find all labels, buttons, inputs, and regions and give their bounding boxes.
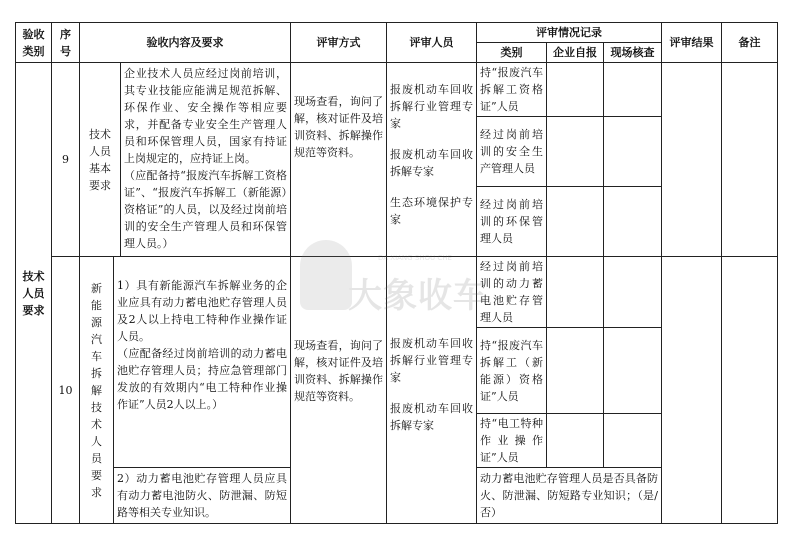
remark-10 <box>722 257 778 524</box>
header-remark: 备注 <box>722 23 778 63</box>
item-name-10: 新能源汽车拆解技术人员要求 <box>80 257 114 524</box>
type-10-3: 持“电工特种作业操作证”人员 <box>477 414 547 468</box>
reviewer-10-2: 报废机动车回收拆解专家 <box>390 402 473 432</box>
result-9 <box>662 63 722 257</box>
site-9-3 <box>604 187 662 257</box>
seq-9: 9 <box>52 63 80 257</box>
self-9-1 <box>547 63 604 117</box>
seq-10: 10 <box>52 257 80 524</box>
self-10-2 <box>547 328 604 414</box>
reviewer-10-1: 报废机动车回收拆解行业管理专家 <box>390 337 473 384</box>
type-10-4: 动力蓄电池贮存管理人员是否具备防火、防泄漏、防短路专业知识；（是/否） <box>477 468 662 524</box>
self-9-2 <box>547 117 604 187</box>
site-9-2 <box>604 117 662 187</box>
header-row-1 <box>16 23 778 43</box>
header-category: 验收类别 <box>16 23 52 63</box>
category-cell: 技术人员要求 <box>16 63 52 524</box>
site-10-2 <box>604 328 662 414</box>
self-10-1 <box>547 257 604 328</box>
method-9: 现场查看，询问了解，核对证件及培训资料、拆解操作规范等资料。 <box>291 63 387 257</box>
type-9-3: 经过岗前培训的环保管理人员 <box>477 187 547 257</box>
site-10-3 <box>604 414 662 468</box>
reviewer-9-3: 生态环境保护专家 <box>390 196 473 226</box>
header-site: 现场核查 <box>604 43 662 63</box>
watermark-text: 大象收车 <box>348 276 488 316</box>
type-9-1: 持“报废汽车拆解工资格证”人员 <box>477 63 547 117</box>
result-10 <box>662 257 722 524</box>
type-9-2: 经过岗前培训的安全生产管理人员 <box>477 117 547 187</box>
remark-9 <box>722 63 778 257</box>
type-10-1: 经过岗前培训的动力蓄电池贮存管理人员 <box>477 257 547 328</box>
header-method: 评审方式 <box>291 23 387 63</box>
content-10-para-1: 1）具有新能源汽车拆解业务的企业应具有动力蓄电池贮存管理人员及2人以上持电工特种作业操作证人员。 <box>117 279 287 343</box>
type-10-2: 持“报废汽车拆解工（新能源）资格证”人员 <box>477 328 547 414</box>
content-9-para-1: 企业技术人员应经过岗前培训，其专业技能应能满足规范拆解、环保作业、安全操作等相应要求，并配备专业安全生产管理人员和环保管理人员，国家有持证上岗规定的，应持证上岗。 <box>124 67 287 165</box>
header-self: 企业自报 <box>547 43 604 63</box>
header-reviewer: 评审人员 <box>387 23 477 63</box>
table-row <box>16 257 778 328</box>
method-10: 现场查看，询问了解，核对证件及培训资料、拆解操作规范等资料。 <box>291 257 387 524</box>
header-seq: 序号 <box>52 23 80 63</box>
self-9-3 <box>547 187 604 257</box>
table-row <box>16 63 778 117</box>
self-10-3 <box>547 414 604 468</box>
item-name-9: 技术人员基本要求 <box>80 63 121 256</box>
header-record: 评审情况记录 <box>477 23 662 43</box>
site-10-1 <box>604 257 662 328</box>
content-10-para-2: （应配备经过岗前培训的动力蓄电池贮存管理人员；持应急管理部门发放的有效期内“电工特种作业操作证”人员2人以上。） <box>117 347 287 411</box>
content-9-para-2: （应配备持“报废汽车拆解工资格证”、“报废汽车拆解工（新能源）资格证”的人员，以及经过岗前培训的安全生产管理人员和环保管理人员。） <box>124 169 287 250</box>
header-type: 类别 <box>477 43 547 63</box>
header-content: 验收内容及要求 <box>80 23 291 63</box>
reviewer-9-1: 报废机动车回收拆解行业管理专家 <box>390 83 473 130</box>
reviewer-9-2: 报废机动车回收拆解专家 <box>390 148 473 178</box>
content-10-b: 2）动力蓄电池贮存管理人员应具有动力蓄电池防火、防泄漏、防短路等相关专业知识。 <box>114 468 291 524</box>
header-result: 评审结果 <box>662 23 722 63</box>
site-9-1 <box>604 63 662 117</box>
acceptance-table <box>15 22 778 524</box>
watermark-sub: DA XIANG SHOU CHE <box>378 254 452 262</box>
